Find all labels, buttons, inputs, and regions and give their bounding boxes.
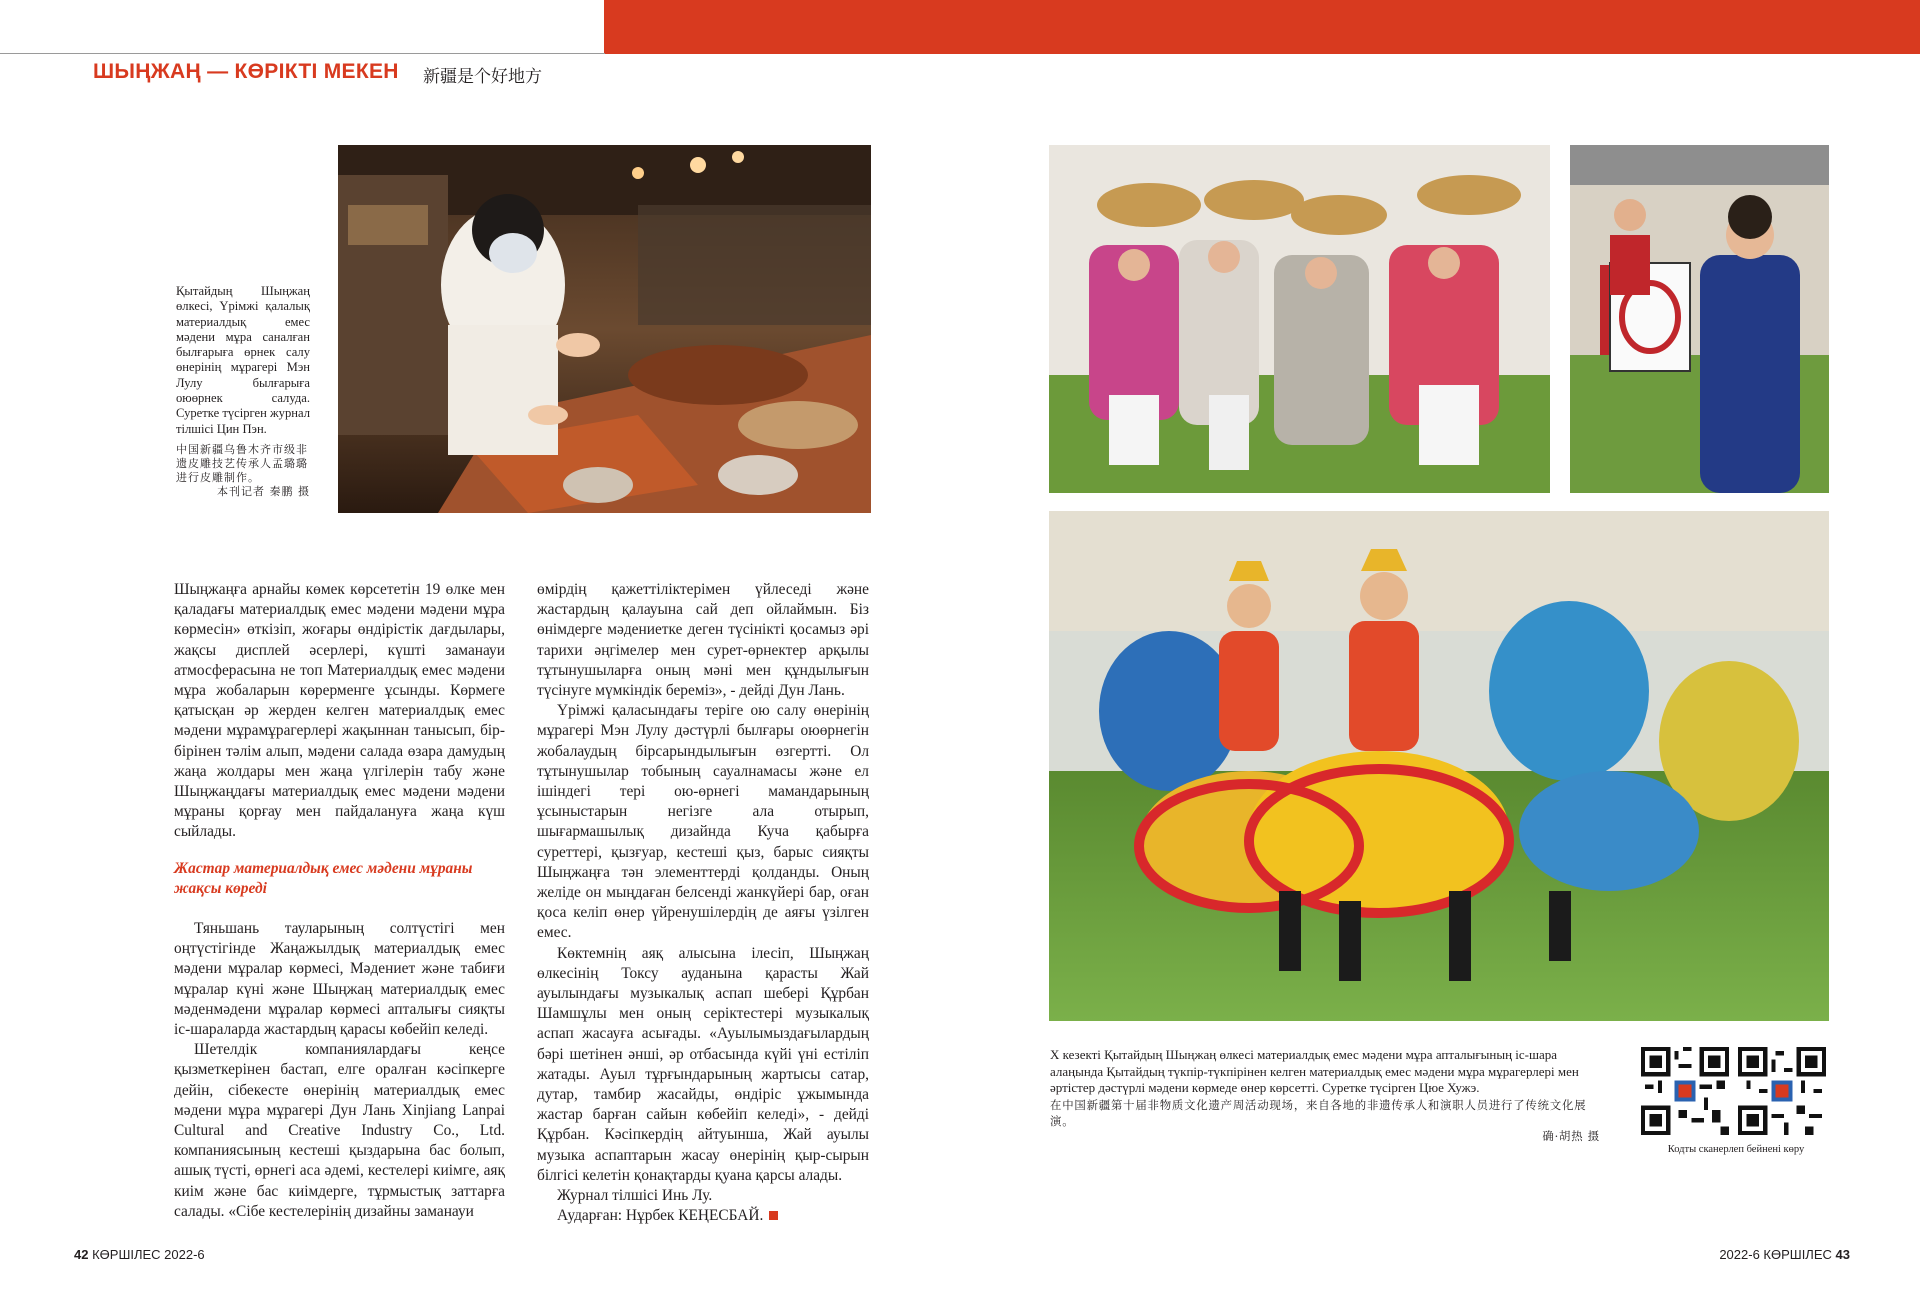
article-subheading: Жастар материалдық емес мәдени мұраны жақсы көреді [174, 859, 473, 897]
photo-caption-right-kz: Х кезекті Қытайдың Шыңжаң өлкесі материалдық емес мәдени мұра апталығының іс-шара алаңында Қытайдың түкпір-түкпірінен келген материалдық емес мәдени мұра мұрагерлері мен әртістер дәстүрлі мәдени көрмеде өнер көрсетті. Суретке түсірген Цюе Хужэ. [1050, 1047, 1579, 1096]
leather-carving-photo [338, 145, 871, 513]
photo-caption-cn-text: 中国新疆乌鲁木齐市级非遗皮雕技艺传承人孟璐璐进行皮雕制作。 [176, 443, 308, 484]
basket-dance-photo [1049, 145, 1550, 493]
translator-text: Аударған: Нұрбек КЕҢЕСБАЙ. [557, 1207, 764, 1225]
article-paragraph: Көктемнің аяқ алысына ілесіп, Шыңжаң өлкесінің Токсу ауданына қарасты Жай ауылындағы музыкалық аспап шебері Құрбан Шамшұлы мен оның серіктестері музыкалық аспап жасауға асығады. «Ауылымыздағылардың бәрі шетінен әнші, әр отбасында күйі үні естіліп жатады. Ауыл тұрғындарының жартысы сатар, дутар, тамбир жасайды, өндіріс ұжымында жастар барған сайын көбейіп келеді», - дейді Құрбан. Кәсіпкердің айтуынша, Жай ауылы музыка аспаптарын жасау өнерінің қыр-сырын білгісі келетін қонақтарды қуана қарсы алады. [537, 944, 869, 1184]
folk-dance-photo [1049, 511, 1829, 1021]
article-paragraph: Шыңжаңға арнайы көмек көрсететін 19 өлке мен қаладағы материалдық емес мәдени мәдени мұра көрмесін» өткізіп, жоғары өндірістік дағдылары, жақсы дисплей әсерлері, күшті заманауи атмосферасына не топ Материалдық емес мәдени мұра жобаларын көрерменге ұсынды. Көрмеге қатысқан әр жерден келген материалдық емес мәдени мұрамұрагерлері жақыннан танысып, бір-бірінен тәлім алып, мәдени салада өзара дамудың жаңа жолдары мен жаңа үлгілерін табу және Шыңжаңдағы материалдық емес мәдени мәдени мұраны қорғау мен пайдалануға жаңа күш сыйлады. [174, 581, 505, 841]
photo-caption-cn-credit: 本刊记者 秦鹏 摄 [217, 485, 310, 498]
header-red-bar [604, 0, 1920, 54]
qr-caption: Кодты сканерлеп бейнені көру [1667, 1144, 1805, 1155]
page-folio-right [1700, 1247, 1850, 1262]
photo-caption-right-cn-credit: 确·胡热 摄 [1542, 1129, 1600, 1143]
article-column-2 [537, 580, 869, 1227]
photo-caption-cn [176, 443, 310, 499]
article-paragraph: Тяньшань тауларының солтүстігі мен оңтүстігінде Жаңажылдық материалдық емес мәдени мұралар көрмесі, Мәдениет және табиғи мұралар күні және Шыңжаң материалдық емес мәденмәдени мұралар көрмесі апталығы сияқты іс-шараларда жастардың қарасы көбейіп келеді. [174, 920, 505, 1039]
section-subtitle: 新疆是个好地方 [423, 67, 542, 87]
article-paragraph: Шетелдік компаниялардағы кеңсе қызметкерінен бастап, елге оралған кәсіпкерге дейін, сібекесте өнерінің материалдық емес мәдени мұра мұрагері Дун Лань Xinjiang Lanpai Cultural and Creative Industry Co., Ltd. компаниясының кестеші қыздарына бас болып, ашық түсті, өрнегі аса әдемі, кестелері киімге, аяқ киім және бас киімдерге, тұрмыстық заттарға салады. «Сібе кестелерінің дизайны заманауи [174, 1041, 505, 1220]
article-byline-translator [537, 1206, 869, 1226]
article-byline-reporter: Журнал тілшісі Инь Лу. [557, 1187, 713, 1205]
page-number-right: 43 [1835, 1247, 1850, 1262]
folio-text-left: КӨРШІЛЕС 2022-6 [92, 1247, 205, 1262]
qr-code-icon[interactable] [1641, 1047, 1729, 1135]
paper-cut-photo [1570, 145, 1829, 493]
folio-text-right: 2022-6 КӨРШІЛЕС [1719, 1247, 1832, 1262]
article-paragraph: өмірдің қажеттіліктерімен үйлеседі және жастардың қалауына сай деп ойлаймын. Біз өнімдерге мәдениетке деген түсінікті қосамыз әрі тарихи әңгімелер мен сурет-өрнектер арқылы тұтынушыларға оның мәні мен құндылығын түсінуге мүмкіндік береміз», - дейді Дун Лань. [537, 581, 869, 700]
article-column-1 [174, 580, 505, 1222]
article-paragraph: Үрімжі қаласындағы теріге ою салу өнерінің мұрагері Мэн Лулу дәстүрлі былғары оюөрнегін жобалаудың бірсарындылығын өзгертті. Ол тұтынушылар тобының сауалнамасы және ел ішіндегі тері ою-өрнегі мамандарының ұсыныстарын негізге ала отырып, шығармашылық дизайнда Куча қабырға суреттері, қызғуар, кестеші қыз, барыс сияқты Шыңжаңға тән элементтерді қолданды. Оның желіде он мыңдаған белсенді жанкүйері бар, оған қоса келіп өнер үйренушілердің де аяғы үзілген емес. [537, 702, 869, 942]
end-mark-icon [769, 1211, 778, 1220]
photo-caption-right-cn [1050, 1098, 1600, 1145]
header-rule [0, 53, 605, 54]
qr-code-icon[interactable] [1738, 1047, 1826, 1135]
page-number-left: 42 [74, 1247, 89, 1262]
photo-caption-right-cn-text: 在中国新疆第十届非物质文化遗产周活动现场，来自各地的非遗传承人和演职人员进行了传统文化展演。 [1050, 1098, 1587, 1128]
photo-caption-kz: Қытайдың Шыңжаң өлкесі, Үрімжі қалалық материалдық емес мәдени мұра саналған былғарыға өрнек салу өнерінің мұрагері Мэн Лулу былғарыға оюөрнек салуда. Суретке түсірген журнал тілшісі Цин Пэн. [176, 284, 310, 436]
section-title: ШЫҢЖАҢ — КӨРІКТІ МЕКЕН [93, 60, 399, 83]
page-folio-left [74, 1247, 205, 1262]
